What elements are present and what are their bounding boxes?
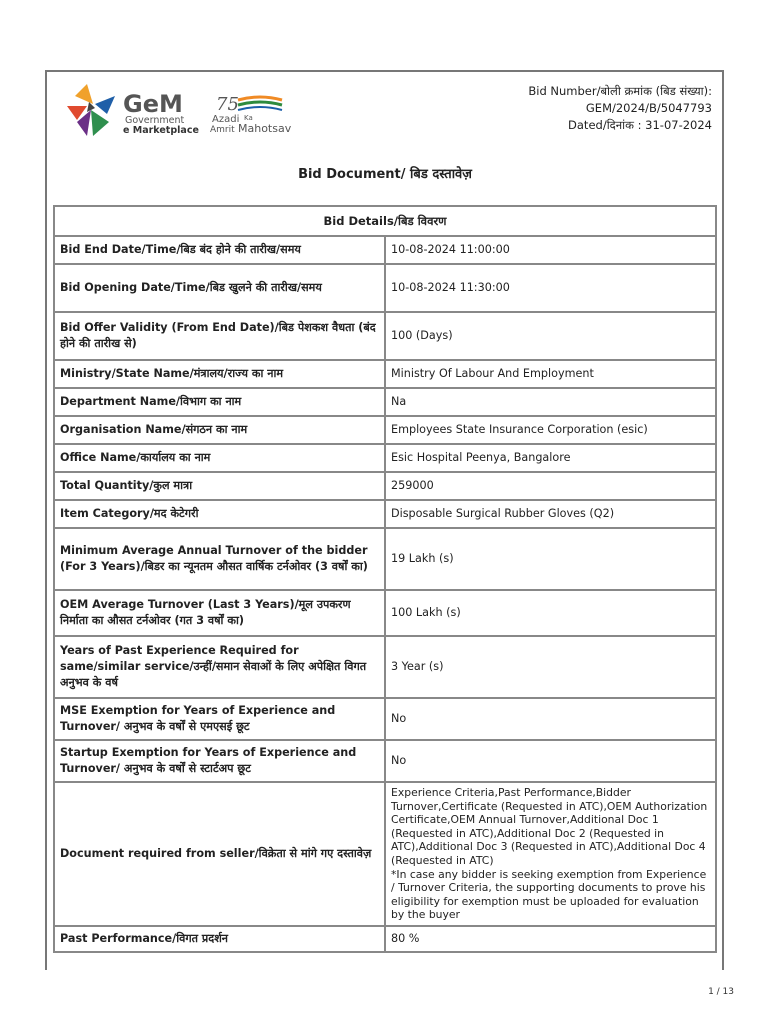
row-value: Ministry Of Labour And Employment [385, 360, 716, 388]
row-value: 259000 [385, 472, 716, 500]
row-label: Startup Exemption for Years of Experience and Turnover/ अनुभव के वर्षों से स्टार्टअप छूट [54, 740, 385, 782]
svg-text:Mahotsav: Mahotsav [238, 122, 292, 134]
row-value: 100 (Days) [385, 312, 716, 360]
dated: Dated/दिनांक : 31-07-2024 [568, 118, 712, 132]
documents-required-list: Experience Criteria,Past Performance,Bidder Turnover,Certificate (Requested in ATC),OEM Authorization Certificate,OEM Annual Turnover,Additional Doc 1 (Requested in ATC),Additional Doc 2 (Requested in ATC),Additional Doc 3 (Requested in ATC),Additional Doc 4 (Requested in ATC) [391, 786, 708, 867]
table-row [54, 388, 716, 416]
table-row [54, 782, 716, 926]
svg-text:Ka: Ka [244, 114, 253, 122]
row-label: Bid Opening Date/Time/बिड खुलने की तारीख/समय [54, 264, 385, 312]
row-label: Item Category/मद केटेगरी [54, 500, 385, 528]
svg-text:GeM: GeM [123, 90, 183, 118]
row-label: Department Name/विभाग का नाम [54, 388, 385, 416]
row-label: Organisation Name/संगठन का नाम [54, 416, 385, 444]
bid-number: GEM/2024/B/5047793 [585, 101, 712, 115]
table-row [54, 264, 716, 312]
row-label: Bid Offer Validity (From End Date)/बिड पेशकश वैधता (बंद होने की तारीख से) [54, 312, 385, 360]
row-value: 19 Lakh (s) [385, 528, 716, 590]
svg-text:Azadi: Azadi [212, 114, 240, 125]
table-row [54, 444, 716, 472]
document-title: Bid Document/ बिड दस्तावेज़ [298, 167, 472, 182]
row-label: MSE Exemption for Years of Experience and Turnover/ अनुभव के वर्षों से एमएसई छूट [54, 698, 385, 740]
row-value: Na [385, 388, 716, 416]
table-row [54, 926, 716, 952]
table-row [54, 740, 716, 782]
table-row [54, 636, 716, 698]
table-row [54, 472, 716, 500]
row-value: 100 Lakh (s) [385, 590, 716, 636]
row-label: Past Performance/विगत प्रदर्शन [54, 926, 385, 952]
bid-number-label: Bid Number/बोली क्रमांक (बिड संख्या): [528, 84, 712, 98]
table-row [54, 236, 716, 264]
svg-text:Government: Government [125, 115, 185, 126]
azadi-ka-amrit-mahotsav-logo [210, 92, 320, 134]
row-label: Document required from seller/विक्रेता से मांगे गए दस्तावेज़ [54, 782, 385, 926]
row-value: 10-08-2024 11:00:00 [385, 236, 716, 264]
row-label: OEM Average Turnover (Last 3 Years)/मूल उपकरण निर्माता का औसत टर्नओवर (गत 3 वर्षों का) [54, 590, 385, 636]
row-value: No [385, 740, 716, 782]
row-value: 3 Year (s) [385, 636, 716, 698]
bid-details-table [53, 205, 717, 953]
svg-text:e Marketplace: e Marketplace [123, 125, 199, 136]
row-value: Disposable Surgical Rubber Gloves (Q2) [385, 500, 716, 528]
row-value [385, 782, 716, 926]
table-row [54, 416, 716, 444]
table-heading-row [54, 206, 716, 236]
row-label: Minimum Average Annual Turnover of the bidder (For 3 Years)/बिडर का न्यूनतम औसत वार्षिक टर्नओवर (3 वर्षों का) [54, 528, 385, 590]
gem-star-icon [67, 84, 115, 136]
row-label: Total Quantity/कुल मात्रा [54, 472, 385, 500]
table-row [54, 500, 716, 528]
table-row [54, 590, 716, 636]
row-label: Bid End Date/Time/बिड बंद होने की तारीख/समय [54, 236, 385, 264]
row-value: Employees State Insurance Corporation (esic) [385, 416, 716, 444]
svg-text:Amrit: Amrit [210, 125, 235, 134]
svg-text:75: 75 [216, 94, 239, 115]
row-label: Ministry/State Name/मंत्रालय/राज्य का नाम [54, 360, 385, 388]
row-label: Office Name/कार्यालय का नाम [54, 444, 385, 472]
exemption-note: *In case any bidder is seeking exemption from Experience / Turnover Criteria, the supporting documents to prove his eligibility for exemption must be uploaded for evaluation by the buyer [391, 867, 707, 922]
row-value: Esic Hospital Peenya, Bangalore [385, 444, 716, 472]
bid-details-heading: Bid Details/बिड विवरण [54, 206, 716, 236]
table-row [54, 528, 716, 590]
row-label: Years of Past Experience Required for same/similar service/उन्हीं/समान सेवाओं के लिए अपेक्षित विगत अनुभव के वर्ष [54, 636, 385, 698]
row-value: 10-08-2024 11:30:00 [385, 264, 716, 312]
row-value: 80 % [385, 926, 716, 952]
table-row [54, 312, 716, 360]
table-row [54, 360, 716, 388]
table-row [54, 698, 716, 740]
page-number: 1 / 13 [708, 987, 734, 997]
gem-logo [65, 82, 205, 140]
row-value: No [385, 698, 716, 740]
bid-meta [528, 83, 712, 134]
